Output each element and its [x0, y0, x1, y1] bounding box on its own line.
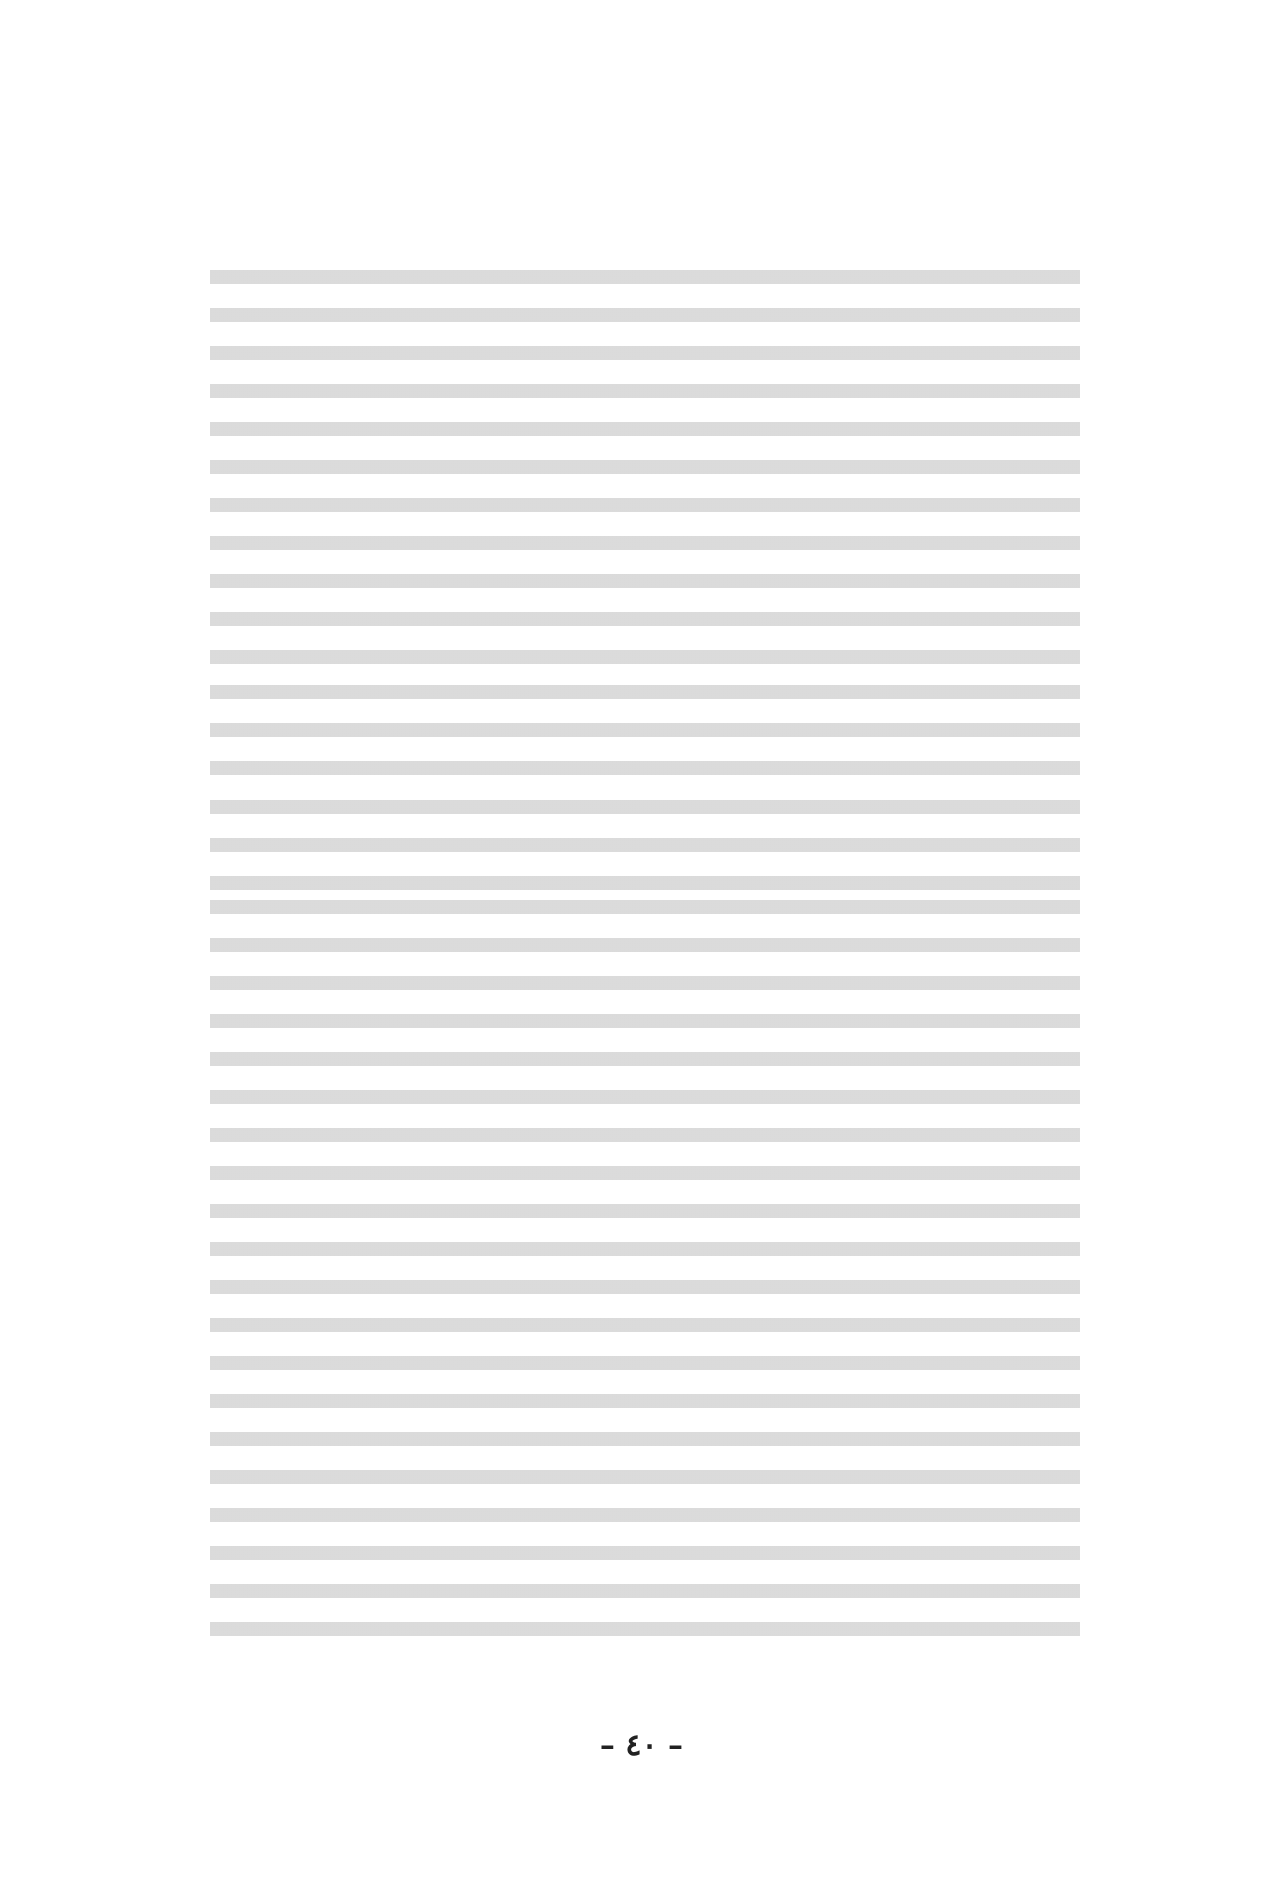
paragraph-2-placeholder [210, 685, 1080, 785]
paragraph-4-placeholder [210, 900, 1080, 1660]
paragraph-3-placeholder [210, 800, 1080, 890]
page-number: – ٤٠ – [599, 1728, 684, 1763]
paragraph-1-placeholder [210, 270, 1080, 680]
